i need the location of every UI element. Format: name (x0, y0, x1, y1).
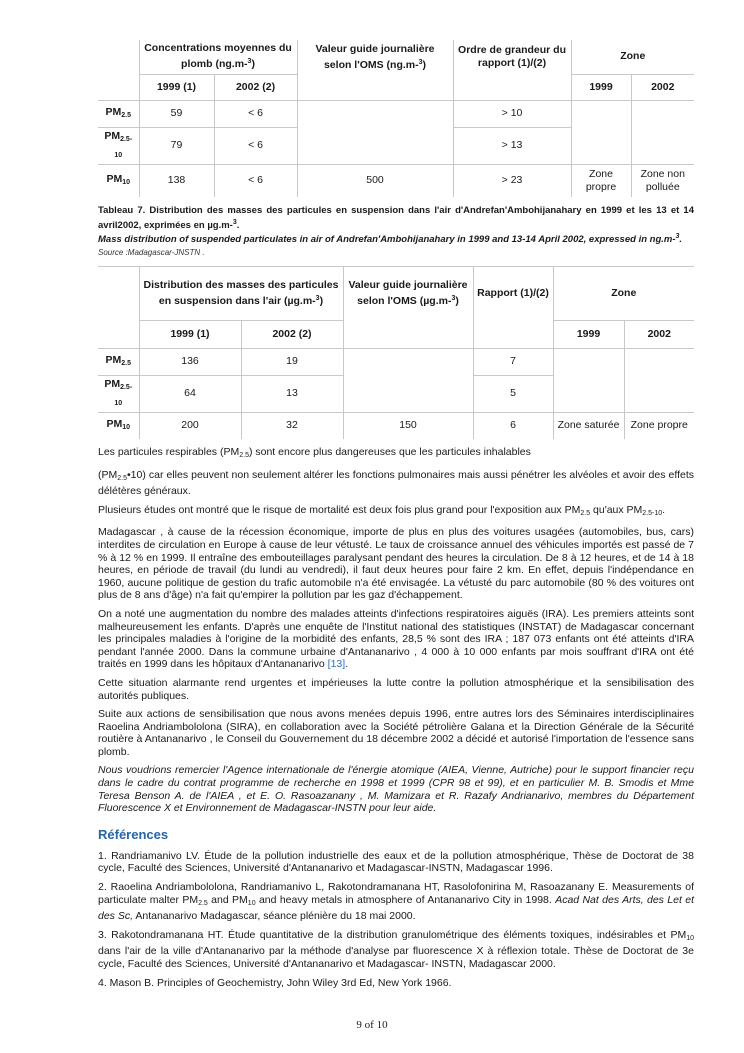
value-cell: 5 (473, 375, 553, 412)
empty-cell (553, 348, 624, 412)
paragraph: On a noté une augmentation du nombre des malades atteints d'infections respiratoires aiguës (IRA). Les premiers atteints sont malheureusement les enfants. D'après une enquête de l'Institut national des statistiques (INSTAT) de Madagascar concernant les principales maladies à l'origine de la morbidité des enfants, 28,5 % sont des IRA ; 187 073 enfants ont été atteints d'IRA pendant l'année 2000. Dans la commune urbaine d'Antananarivo , 4 000 à 10 000 enfants par mois souffrant d'IRA ont été traités en 1999 dans les hôpitaux d'Antananarivo [13]. (98, 607, 694, 671)
value-cell: 138 (139, 164, 214, 197)
table-row (98, 348, 694, 375)
header-2002: 2002 (2) (241, 320, 343, 348)
header-concentration: Concentrations moyennes du plomb (ng.m-$^3$) (139, 40, 297, 74)
references-heading: Références (98, 826, 169, 842)
row-label: $PM_{10}$ (98, 412, 139, 439)
table-corner (98, 40, 139, 100)
row-label: $PM_{2.5}$ (98, 100, 139, 127)
value-cell: 200 (139, 412, 241, 439)
caption-source: Source :Madagascar-JNSTN . (98, 247, 205, 257)
value-cell: 79 (139, 127, 214, 164)
paragraph: Plusieurs études ont montré que le risque de mortalité est deux fois plus grand pour l'exposition aux $PM_{2.5}$ qu'aux $PM_{2.5-10}$. (98, 503, 666, 517)
value-cell: > 10 (453, 100, 571, 127)
value-cell: > 13 (453, 127, 571, 164)
reference-item: 3. Rakotondramanana HT. Étude quantitative de la distribution granulométrique des éléments toxiques, indésirables et $PM_{10}$ dans l'air de la ville d'Antananarivo par la méthode d'analyse par fluorescence X à réflexion totale. Thèse de Doctorat de 3e cycle, Faculté des Sciences, Université d'Antananarivo et Madagascar- INSTN, Madagascar 2000. (98, 928, 694, 970)
value-cell: 19 (241, 348, 343, 375)
row-label: $PM_{2.5-10}$ (98, 375, 139, 412)
value-cell: 7 (473, 348, 553, 375)
value-cell: Zone propre (571, 164, 631, 197)
row-label: $PM_{2.5}$ (98, 348, 139, 375)
header-zone-1999: 1999 (571, 74, 631, 100)
empty-cell (297, 74, 453, 100)
empty-cell (343, 348, 473, 412)
table-row (98, 164, 694, 197)
value-cell: Zone saturée (553, 412, 624, 439)
value-cell: 150 (343, 412, 473, 439)
empty-cell (297, 100, 453, 164)
paragraph: Madagascar , à cause de la récession économique, importe de plus en plus des voitures usagées (automobiles, bus, cars) interdites de circulation en Europe à cause de leur vétusté. Le taux de croissance annuel des véhicules importés est passé de 7 % à 12 % en 1999. Il entraîne des embouteillages paralysant pendant des heures la circulation. De 8 à 12 heures, et de 14 à 18 heures, en période de travail (du lundi au vendredi), il faut deux heures pour faire 2 km. En effet, depuis l'indépendance en 1960, aucune politique de gestion du trafic automobile n'a été envisagée. La vétusté du parc automobile (80 % des voitures ont plus de 8 ans d'âge) n'a fait qu'empirer la pollution par les gaz d'échappement. (98, 526, 694, 602)
row-label: $PM_{10}$ (98, 164, 139, 197)
value-cell: 500 (297, 164, 453, 197)
empty-cell (473, 320, 553, 348)
value-cell: 32 (241, 412, 343, 439)
value-cell: Zone non polluée (631, 164, 694, 197)
header-zone: Zone (571, 40, 694, 74)
row-label: $PM_{2.5-10}$ (98, 127, 139, 164)
header-zone-1999: 1999 (553, 320, 624, 348)
table-row (98, 412, 694, 439)
value-cell: 6 (473, 412, 553, 439)
empty-cell (453, 74, 571, 100)
value-cell: 64 (139, 375, 241, 412)
empty-cell (631, 100, 694, 164)
value-cell: Zone propre (624, 412, 694, 439)
header-1999: 1999 (1) (139, 74, 214, 100)
header-zone-2002: 2002 (631, 74, 694, 100)
value-cell: < 6 (214, 164, 297, 197)
value-cell: 13 (241, 375, 343, 412)
header-order-of-magnitude: Ordre de grandeur du rapport (1)/(2) (453, 40, 571, 74)
header-ratio: Rapport (1)/(2) (473, 266, 553, 320)
header-distribution: Distribution des masses des particules en suspension dans l'air (µg.m-$^3$) (139, 266, 343, 320)
empty-cell (571, 100, 631, 164)
header-2002: 2002 (2) (214, 74, 297, 100)
mass-distribution-table (98, 266, 694, 440)
page-content (98, 40, 694, 995)
page-number: 9 of 10 (356, 1019, 388, 1031)
table-row (98, 100, 694, 127)
paragraph: Les particules respirables $(PM_{2.5})$ sont encore plus dangereuses que les particules inhalables (98, 446, 531, 459)
header-zone-2002: 2002 (624, 320, 694, 348)
caption-french: Tableau 7. Distribution des masses des particules en suspension dans l'air d'Andrefan'Ambohijanahary en 1999 et les 13 et 14 avril2002, exprimées en µg.m-$^3$. (98, 205, 694, 231)
table-corner (98, 266, 139, 348)
empty-cell (343, 320, 473, 348)
reference-item: 2. Raoelina Andriambololona, Randriamanivo L, Rakotondramanana HT, Rasolofonirina M, Rasoazanany E. Measurements of particulate malter $PM_{2.5}$ and $PM_{10}$ and heavy metals in atmosphere of Antananarivo City in 1998. Acad Nat des Arts, des Let et des Sc, Antananarivo Madagascar, séance plénière du 18 mai 2000. (98, 881, 694, 923)
lead-concentration-table (98, 40, 694, 197)
citation-link[interactable]: [13] (327, 658, 346, 671)
paragraph: Cette situation alarmante rend urgentes et impérieuses la lutte contre la pollution atmosphérique et la sensibilisation des autorités publiques. (98, 676, 694, 702)
header-guide-value: Valeur guide journalière selon l'OMS (ng.m-$^3$) (297, 40, 453, 74)
paragraph: $(PM_{2.5}•10)$ car elles peuvent non seulement altérer les fonctions pulmonaires mais aussi pénétrer les alvéoles et avoir des effets délétères généraux. (98, 468, 694, 498)
paragraph: Suite aux actions de sensibilisation que nous avons menées depuis 1996, entre autres lors des Séminaires interdisciplinaires Raoelina Andriambololona (SIRA), en collaboration avec la Société pétrolière Galana et la Direction Générale de la Sécurité routière à Antananarivo , le Conseil du Gouvernement du 18 décembre 2002 a décidé et autorisé l'importation de l'essence sans plomb. (98, 708, 694, 758)
table-caption (98, 205, 694, 246)
header-guide-value: Valeur guide journalière selon l'OMS (µg.m-$^3$) (343, 266, 473, 320)
value-cell: > 23 (453, 164, 571, 197)
value-cell: < 6 (214, 100, 297, 127)
caption-english: Mass distribution of suspended particulates in air of Andrefan'Ambohijanahary in 1999 and 13-14 April 2002, expressed in ng.m-$^3$. (98, 233, 683, 245)
value-cell: < 6 (214, 127, 297, 164)
header-zone: Zone (553, 266, 694, 320)
acknowledgement: Nous voudrions remercier l'Agence internationale de l'énergie atomique (AIEA, Vienne, Autriche) pour le support financier reçu dans le cadre du contrat programme de recherche en 1998 et 1999 (CPR 98 et 99), et en particulier M. B. Smodis et Mme Teresa Benson A. de l'AIEA , et E. O. Rasoazanany , M. Mamizara et R. Razafy Andrianarivo, membres du Département Fluorescence X et Environnement de Madagascar-INSTN pour leur aide. (98, 764, 694, 815)
reference-item: 4. Mason B. Principles of Geochemistry, John Wiley 3rd Ed, New York 1966. (98, 976, 452, 989)
value-cell: 136 (139, 348, 241, 375)
reference-item: 1. Randriamanivo LV. Étude de la pollution industrielle des eaux et de la pollution atmosphérique, Thèse de Doctorat de 38 cycle, Faculté des Sciences, Université d'Antananarivo et Madagascar-INSTN, Madagascar 1996. (98, 849, 694, 875)
empty-cell (624, 348, 694, 412)
value-cell: 59 (139, 100, 214, 127)
header-1999: 1999 (1) (139, 320, 241, 348)
